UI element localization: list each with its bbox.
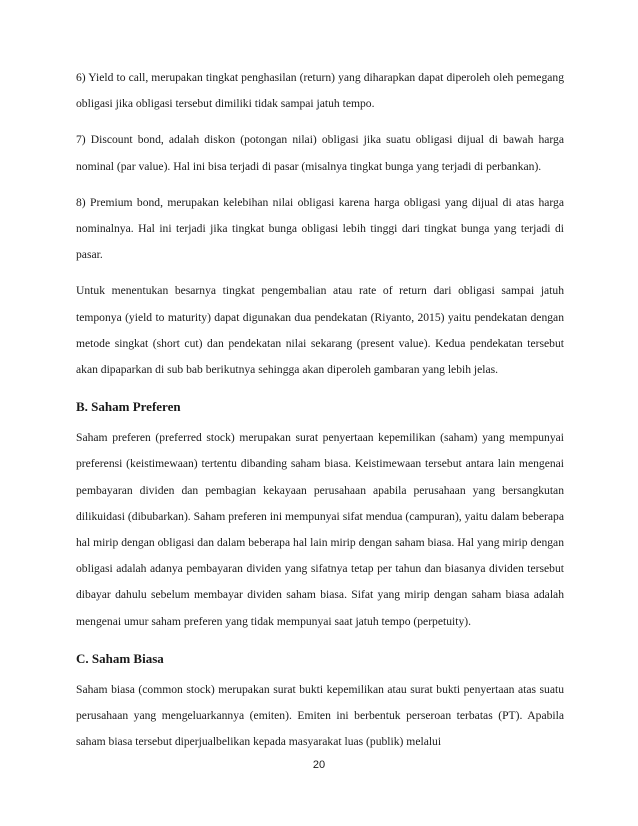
paragraph-saham-preferen: Saham preferen (preferred stock) merupakan surat penyertaan kepemilikan (saham) yang mempunyai preferensi (keistimewaan) tertentu dibanding saham biasa. Keistimewaan tersebut antara lain mengenai pembayaran dividen dan pembagian kekayaan perusahaan apabila perusahaan yang bersangkutan dilikuidasi (dibubarkan). Saham preferen ini mempunyai sifat mendua (campuran), yaitu dalam beberapa hal mirip dengan obligasi dan dalam beberapa hal lain mirip dengan saham biasa. Hal yang mirip dengan obligasi adalah adanya pembayaran dividen yang sifatnya tetap per tahun dan biasanya dividen tersebut dibayar dahulu sebelum membayar dividen saham biasa. Sifat yang mirip dengan saham biasa adalah mengenai umur saham preferen yang tidak mempunyai saat jatuh tempo (perpetuity). [76,431,564,628]
paragraph-yield-to-maturity: Untuk menentukan besarnya tingkat pengembalian atau rate of return dari obligasi sampai jatuh temponya (yield to maturity) dapat digunakan dua pendekatan (Riyanto, 2015) yaitu pendekatan dengan metode singkat (short cut) dan pendekatan nilai sekarang (present value). Kedua pendekatan tersebut akan dipaparkan di sub bab berikutnya sehingga akan diperoleh gambaran yang lebih jelas. [76,284,564,377]
document-page [76,65,564,765]
section-heading-saham-biasa: C. Saham Biasa [76,650,164,666]
paragraph-saham-biasa: Saham biasa (common stock) merupakan surat bukti kepemilikan atau surat bukti penyertaan atas suatu perusahaan yang mengeluarkannya (emiten). Emiten ini berbentuk perseroan terbatas (PT). Apabila saham biasa tersebut diperjualbelikan kepada masyarakat luas (publik) melalui [76,682,564,749]
paragraph-discount-bond: 7) Discount bond, adalah diskon (potongan nilai) obligasi jika suatu obligasi dijual di bawah harga nominal (par value). Hal ini bisa terjadi di pasar (misalnya tingkat bunga yang terjadi di perbankan). [76,133,564,173]
page-number: 20 [312,759,326,771]
paragraph-premium-bond: 8) Premium bond, merupakan kelebihan nilai obligasi karena harga obligasi yang dijual di atas harga nominalnya. Hal ini terjadi jika tingkat bunga obligasi lebih tinggi dari tingkat bunga yang terjadi di pasar. [76,195,564,262]
paragraph-yield-to-call: 6) Yield to call, merupakan tingkat penghasilan (return) yang diharapkan dapat diperoleh oleh pemegang obligasi jika obligasi tersebut dimiliki tidak sampai jatuh tempo. [76,71,564,111]
section-heading-saham-preferen: B. Saham Preferen [76,399,181,415]
